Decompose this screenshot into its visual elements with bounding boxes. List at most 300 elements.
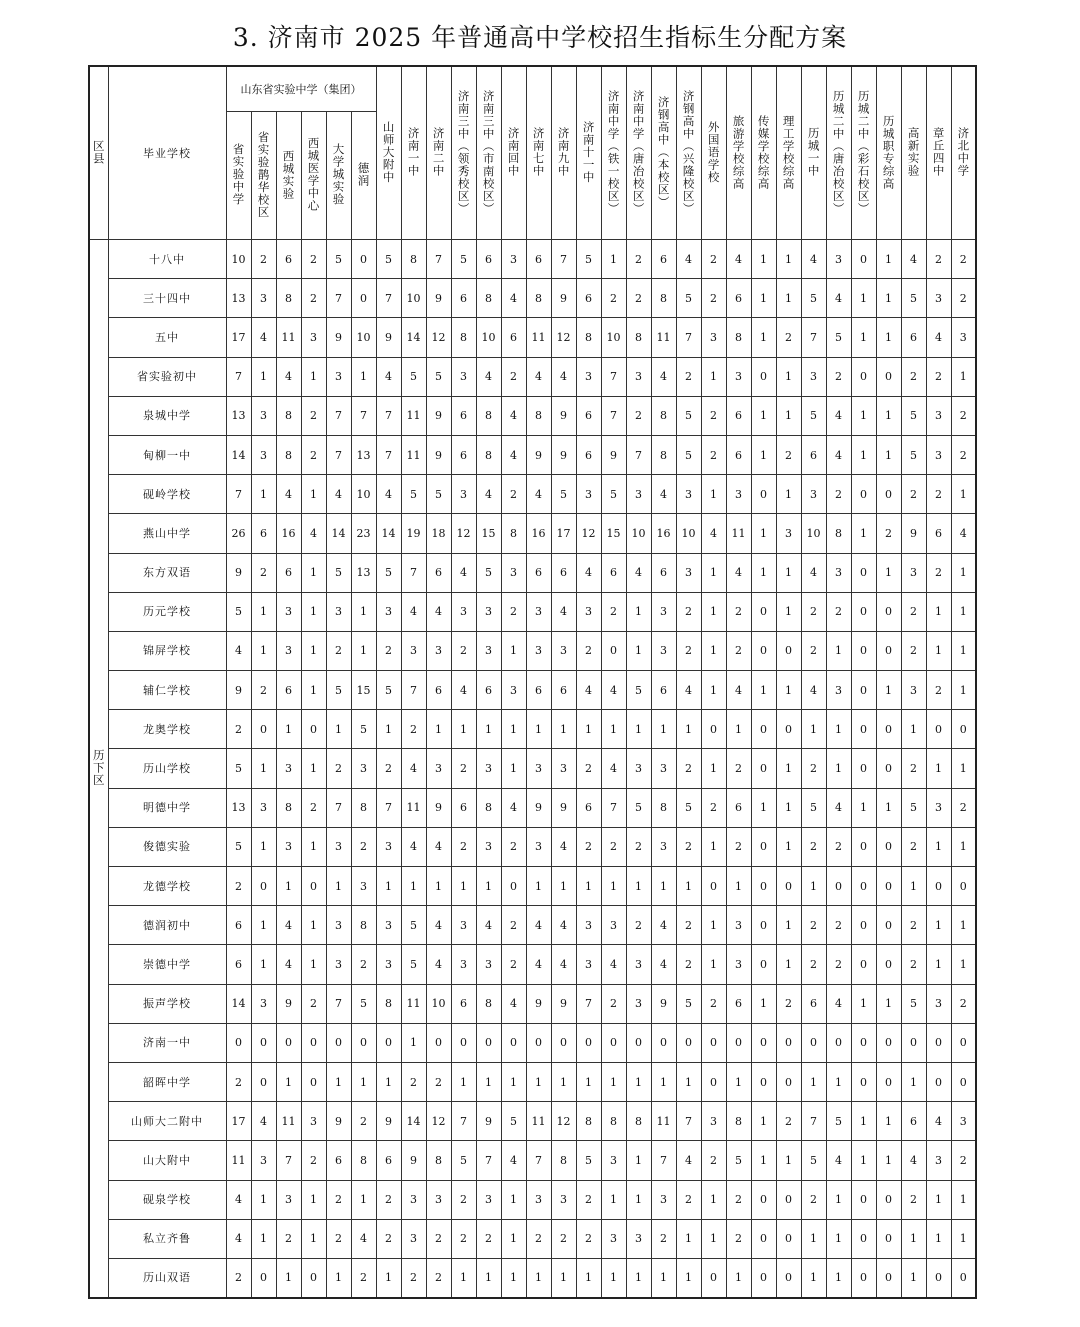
school-name-cell: 明德中学	[108, 788, 226, 827]
table-row	[89, 788, 976, 827]
quota-cell: 4	[901, 240, 926, 279]
quota-cell: 0	[626, 1023, 651, 1062]
column-header	[826, 66, 851, 240]
quota-cell: 2	[226, 710, 251, 749]
quota-cell: 1	[351, 1062, 376, 1101]
quota-cell: 4	[651, 357, 676, 396]
column-header-label: 传媒学校综高	[756, 114, 771, 190]
quota-cell: 2	[776, 318, 801, 357]
school-name-cell: 山大附中	[108, 1141, 226, 1180]
quota-cell: 8	[476, 984, 501, 1023]
quota-cell: 5	[726, 1141, 751, 1180]
quota-cell: 1	[826, 749, 851, 788]
quota-cell: 10	[401, 279, 426, 318]
quota-cell: 0	[776, 867, 801, 906]
quota-cell: 4	[226, 1180, 251, 1219]
quota-cell: 23	[351, 514, 376, 553]
table-row	[89, 1258, 976, 1298]
quota-cell: 1	[776, 1141, 801, 1180]
quota-cell: 1	[901, 1258, 926, 1298]
column-header	[801, 66, 826, 240]
quota-cell: 7	[676, 1102, 701, 1141]
quota-cell: 1	[851, 279, 876, 318]
quota-cell: 3	[326, 945, 351, 984]
quota-cell: 3	[626, 749, 651, 788]
quota-cell: 2	[676, 945, 701, 984]
quota-cell: 3	[626, 945, 651, 984]
quota-cell: 1	[401, 1023, 426, 1062]
quota-cell: 7	[801, 318, 826, 357]
quota-cell: 3	[276, 631, 301, 670]
quota-cell: 3	[251, 279, 276, 318]
quota-cell: 3	[551, 749, 576, 788]
quota-cell: 1	[951, 475, 976, 514]
quota-cell: 13	[226, 279, 251, 318]
quota-cell: 1	[501, 710, 526, 749]
quota-cell: 1	[451, 1258, 476, 1298]
quota-cell: 1	[901, 1219, 926, 1258]
quota-cell: 6	[926, 514, 951, 553]
table-row	[89, 984, 976, 1023]
quota-cell: 1	[301, 475, 326, 514]
quota-cell: 0	[876, 357, 901, 396]
quota-cell: 1	[526, 710, 551, 749]
quota-cell: 13	[226, 788, 251, 827]
quota-cell: 1	[776, 396, 801, 435]
quota-cell: 8	[476, 435, 501, 474]
quota-cell: 8	[576, 318, 601, 357]
quota-cell: 0	[751, 1258, 776, 1298]
quota-cell: 1	[851, 788, 876, 827]
quota-cell: 2	[326, 631, 351, 670]
quota-cell: 0	[776, 1062, 801, 1101]
quota-cell: 0	[951, 1023, 976, 1062]
table-row	[89, 749, 976, 788]
quota-cell: 3	[501, 240, 526, 279]
quota-cell: 10	[801, 514, 826, 553]
quota-cell: 4	[701, 514, 726, 553]
quota-cell: 2	[501, 945, 526, 984]
quota-cell: 2	[901, 1180, 926, 1219]
quota-cell: 2	[926, 475, 951, 514]
quota-cell: 1	[701, 827, 726, 866]
school-name-cell: 韶晖中学	[108, 1062, 226, 1101]
quota-cell: 1	[851, 1141, 876, 1180]
quota-cell: 2	[901, 631, 926, 670]
quota-cell: 1	[726, 867, 751, 906]
quota-cell: 2	[301, 396, 326, 435]
quota-cell: 1	[951, 1219, 976, 1258]
quota-cell: 5	[376, 240, 401, 279]
quota-cell: 1	[451, 867, 476, 906]
quota-cell: 1	[951, 357, 976, 396]
quota-cell: 11	[526, 318, 551, 357]
quota-cell: 0	[851, 827, 876, 866]
quota-cell: 1	[601, 240, 626, 279]
quota-cell: 1	[876, 553, 901, 592]
quota-cell: 1	[251, 475, 276, 514]
quota-cell: 1	[876, 1102, 901, 1141]
column-header	[451, 66, 476, 240]
quota-cell: 0	[926, 1023, 951, 1062]
quota-cell: 3	[501, 553, 526, 592]
quota-cell: 4	[301, 514, 326, 553]
quota-cell: 4	[551, 945, 576, 984]
quota-cell: 3	[276, 592, 301, 631]
quota-cell: 0	[851, 906, 876, 945]
table-row	[89, 357, 976, 396]
quota-cell: 3	[651, 1180, 676, 1219]
quota-cell: 3	[901, 671, 926, 710]
quota-cell: 2	[726, 1180, 751, 1219]
quota-cell: 6	[451, 984, 476, 1023]
quota-cell: 8	[351, 906, 376, 945]
quota-cell: 0	[701, 867, 726, 906]
quota-cell: 11	[401, 435, 426, 474]
quota-cell: 2	[901, 945, 926, 984]
school-name-cell: 燕山中学	[108, 514, 226, 553]
quota-cell: 0	[901, 1023, 926, 1062]
quota-cell: 1	[601, 710, 626, 749]
quota-cell: 0	[751, 1062, 776, 1101]
quota-cell: 1	[651, 1062, 676, 1101]
quota-cell: 2	[826, 475, 851, 514]
quota-cell: 1	[851, 318, 876, 357]
quota-cell: 0	[851, 240, 876, 279]
quota-cell: 1	[301, 357, 326, 396]
quota-cell: 3	[926, 279, 951, 318]
quota-cell: 8	[501, 514, 526, 553]
quota-cell: 1	[551, 1062, 576, 1101]
quota-cell: 2	[301, 435, 326, 474]
quota-cell: 2	[226, 867, 251, 906]
quota-cell: 2	[326, 1180, 351, 1219]
group-column-header-label: 省实验中学	[231, 143, 246, 206]
quota-cell: 6	[726, 396, 751, 435]
quota-cell: 0	[876, 631, 901, 670]
quota-cell: 7	[526, 1141, 551, 1180]
quota-cell: 2	[351, 1102, 376, 1141]
quota-cell: 6	[651, 671, 676, 710]
table-row	[89, 1141, 976, 1180]
table-row	[89, 475, 976, 514]
quota-cell: 1	[926, 1219, 951, 1258]
quota-cell: 1	[826, 1258, 851, 1298]
quota-cell: 1	[501, 631, 526, 670]
quota-cell: 16	[276, 514, 301, 553]
quota-cell: 2	[626, 827, 651, 866]
quota-cell: 1	[251, 1180, 276, 1219]
quota-cell: 0	[751, 945, 776, 984]
quota-cell: 3	[726, 945, 751, 984]
quota-cell: 7	[376, 279, 401, 318]
quota-cell: 2	[626, 906, 651, 945]
quota-cell: 0	[301, 710, 326, 749]
column-header-label: 理工学校综高	[781, 114, 796, 190]
quota-cell: 0	[851, 475, 876, 514]
quota-cell: 1	[801, 710, 826, 749]
quota-cell: 7	[326, 396, 351, 435]
quota-cell: 5	[676, 984, 701, 1023]
quota-cell: 3	[726, 475, 751, 514]
table-row	[89, 1219, 976, 1258]
quota-cell: 6	[901, 318, 926, 357]
quota-cell: 4	[926, 318, 951, 357]
quota-cell: 2	[701, 279, 726, 318]
quota-cell: 2	[426, 1219, 451, 1258]
quota-cell: 5	[551, 475, 576, 514]
quota-cell: 1	[951, 906, 976, 945]
column-header-label: 济南七中	[531, 127, 546, 177]
quota-cell: 2	[801, 1180, 826, 1219]
column-header-label: 历城一中	[806, 127, 821, 177]
quota-cell: 0	[776, 1219, 801, 1258]
quota-cell: 0	[251, 710, 276, 749]
quota-cell: 0	[751, 475, 776, 514]
quota-cell: 1	[501, 1062, 526, 1101]
quota-cell: 2	[576, 631, 601, 670]
quota-cell: 6	[726, 984, 751, 1023]
table-row	[89, 631, 976, 670]
quota-cell: 5	[351, 710, 376, 749]
quota-cell: 1	[301, 553, 326, 592]
column-header-label: 旅游学校综高	[731, 114, 746, 190]
quota-cell: 4	[526, 906, 551, 945]
school-name-cell: 俊德实验	[108, 827, 226, 866]
quota-cell: 7	[401, 671, 426, 710]
quota-cell: 5	[426, 357, 451, 396]
quota-cell: 1	[951, 671, 976, 710]
quota-cell: 3	[476, 592, 501, 631]
quota-cell: 7	[601, 396, 626, 435]
quota-cell: 4	[826, 396, 851, 435]
quota-cell: 0	[851, 553, 876, 592]
quota-cell: 3	[401, 1219, 426, 1258]
quota-cell: 10	[351, 318, 376, 357]
quota-cell: 2	[351, 827, 376, 866]
quota-cell: 3	[476, 749, 501, 788]
quota-cell: 4	[426, 827, 451, 866]
quota-cell: 4	[626, 553, 651, 592]
quota-cell: 2	[726, 592, 751, 631]
quota-cell: 2	[501, 592, 526, 631]
column-header-label: 济北中学	[956, 127, 971, 177]
quota-cell: 1	[701, 1219, 726, 1258]
quota-cell: 1	[276, 710, 301, 749]
quota-cell: 2	[251, 671, 276, 710]
quota-cell: 4	[476, 906, 501, 945]
quota-cell: 1	[626, 592, 651, 631]
quota-cell: 0	[751, 1023, 776, 1062]
column-header	[476, 66, 501, 240]
quota-cell: 3	[526, 1180, 551, 1219]
quota-cell: 0	[751, 1180, 776, 1219]
quota-cell: 1	[376, 1062, 401, 1101]
quota-cell: 4	[426, 945, 451, 984]
quota-cell: 5	[576, 1141, 601, 1180]
school-name-cell: 十八中	[108, 240, 226, 279]
school-name-cell: 砚岭学校	[108, 475, 226, 514]
quota-cell: 1	[701, 592, 726, 631]
quota-cell: 5	[626, 671, 651, 710]
quota-cell: 0	[351, 1023, 376, 1062]
quota-cell: 13	[351, 553, 376, 592]
column-header-label: 济南三中（市南校区）	[481, 89, 496, 215]
school-name-cell: 省实验初中	[108, 357, 226, 396]
quota-cell: 5	[901, 984, 926, 1023]
column-header	[576, 66, 601, 240]
quota-cell: 5	[501, 1102, 526, 1141]
quota-cell: 4	[826, 435, 851, 474]
quota-cell: 2	[576, 827, 601, 866]
quota-cell: 7	[451, 1102, 476, 1141]
column-header-label: 济南三中（领秀校区）	[456, 89, 471, 215]
quota-cell: 4	[276, 357, 301, 396]
quota-cell: 2	[801, 945, 826, 984]
quota-cell: 5	[451, 1141, 476, 1180]
group-column-header	[301, 112, 326, 240]
quota-cell: 0	[551, 1023, 576, 1062]
quota-cell: 2	[901, 475, 926, 514]
quota-cell: 4	[476, 475, 501, 514]
quota-cell: 26	[226, 514, 251, 553]
column-header-label: 济南二中	[431, 127, 446, 177]
column-header	[551, 66, 576, 240]
quota-cell: 3	[351, 867, 376, 906]
quota-cell: 14	[226, 435, 251, 474]
quota-cell: 1	[751, 788, 776, 827]
quota-cell: 1	[751, 1141, 776, 1180]
quota-cell: 3	[651, 827, 676, 866]
quota-cell: 1	[676, 1062, 701, 1101]
quota-cell: 1	[926, 945, 951, 984]
quota-cell: 4	[726, 671, 751, 710]
quota-cell: 0	[501, 867, 526, 906]
quota-cell: 5	[401, 945, 426, 984]
quota-cell: 3	[601, 1219, 626, 1258]
quota-cell: 3	[326, 357, 351, 396]
quota-cell: 1	[676, 1258, 701, 1298]
quota-cell: 5	[676, 279, 701, 318]
quota-cell: 1	[951, 749, 976, 788]
quota-cell: 8	[376, 984, 401, 1023]
quota-cell: 2	[701, 396, 726, 435]
quota-cell: 5	[826, 1102, 851, 1141]
school-name-cell: 辅仁学校	[108, 671, 226, 710]
column-header-label: 山师大附中	[381, 120, 396, 184]
quota-cell: 7	[626, 435, 651, 474]
quota-cell: 2	[626, 396, 651, 435]
quota-cell: 8	[601, 1102, 626, 1141]
quota-cell: 0	[601, 631, 626, 670]
quota-cell: 5	[901, 396, 926, 435]
quota-cell: 4	[276, 475, 301, 514]
quota-cell: 2	[376, 1180, 401, 1219]
quota-cell: 3	[726, 906, 751, 945]
school-name-cell: 德润初中	[108, 906, 226, 945]
quota-cell: 1	[876, 240, 901, 279]
group-column-header	[251, 112, 276, 240]
quota-cell: 4	[651, 945, 676, 984]
quota-cell: 1	[301, 749, 326, 788]
quota-cell: 2	[301, 240, 326, 279]
quota-cell: 0	[251, 867, 276, 906]
quota-cell: 11	[276, 318, 301, 357]
quota-cell: 4	[426, 592, 451, 631]
quota-cell: 2	[451, 1180, 476, 1219]
quota-cell: 1	[351, 631, 376, 670]
quota-cell: 6	[801, 984, 826, 1023]
quota-cell: 2	[951, 984, 976, 1023]
quota-cell: 0	[301, 1062, 326, 1101]
column-header	[626, 66, 651, 240]
quota-cell: 18	[426, 514, 451, 553]
quota-cell: 2	[926, 553, 951, 592]
quota-cell: 0	[751, 592, 776, 631]
school-name-cell: 五中	[108, 318, 226, 357]
quota-cell: 2	[576, 1180, 601, 1219]
quota-cell: 4	[676, 240, 701, 279]
group-column-header-label: 省实验鹊华校区	[256, 130, 271, 219]
quota-cell: 1	[426, 867, 451, 906]
quota-cell: 9	[226, 553, 251, 592]
quota-cell: 0	[726, 1023, 751, 1062]
quota-cell: 2	[926, 240, 951, 279]
quota-cell: 3	[576, 592, 601, 631]
quota-cell: 4	[376, 475, 401, 514]
quota-cell: 0	[951, 1062, 976, 1101]
quota-cell: 3	[376, 592, 401, 631]
quota-cell: 8	[626, 318, 651, 357]
quota-cell: 1	[526, 1062, 551, 1101]
quota-cell: 1	[851, 435, 876, 474]
quota-cell: 4	[501, 435, 526, 474]
table-row	[89, 514, 976, 553]
quota-cell: 1	[626, 1258, 651, 1298]
quota-cell: 1	[776, 788, 801, 827]
quota-cell: 1	[576, 710, 601, 749]
quota-cell: 17	[226, 318, 251, 357]
quota-cell: 2	[726, 827, 751, 866]
quota-cell: 3	[701, 1102, 726, 1141]
quota-cell: 8	[526, 279, 551, 318]
quota-cell: 0	[451, 1023, 476, 1062]
quota-cell: 2	[551, 1219, 576, 1258]
quota-cell: 3	[601, 1141, 626, 1180]
quota-cell: 8	[276, 788, 301, 827]
quota-cell: 4	[276, 906, 301, 945]
quota-cell: 1	[951, 631, 976, 670]
quota-cell: 1	[826, 631, 851, 670]
quota-cell: 8	[476, 396, 501, 435]
quota-cell: 1	[301, 1219, 326, 1258]
column-header	[776, 66, 801, 240]
quota-cell: 3	[901, 553, 926, 592]
quota-cell: 1	[676, 867, 701, 906]
quota-cell: 2	[801, 827, 826, 866]
quota-cell: 0	[701, 710, 726, 749]
quota-cell: 3	[551, 631, 576, 670]
quota-cell: 1	[476, 867, 501, 906]
quota-cell: 1	[376, 710, 401, 749]
quota-cell: 3	[476, 1180, 501, 1219]
quota-cell: 7	[801, 1102, 826, 1141]
quota-cell: 3	[526, 827, 551, 866]
quota-cell: 1	[901, 710, 926, 749]
quota-cell: 3	[576, 906, 601, 945]
quota-cell: 4	[726, 553, 751, 592]
quota-cell: 9	[426, 279, 451, 318]
